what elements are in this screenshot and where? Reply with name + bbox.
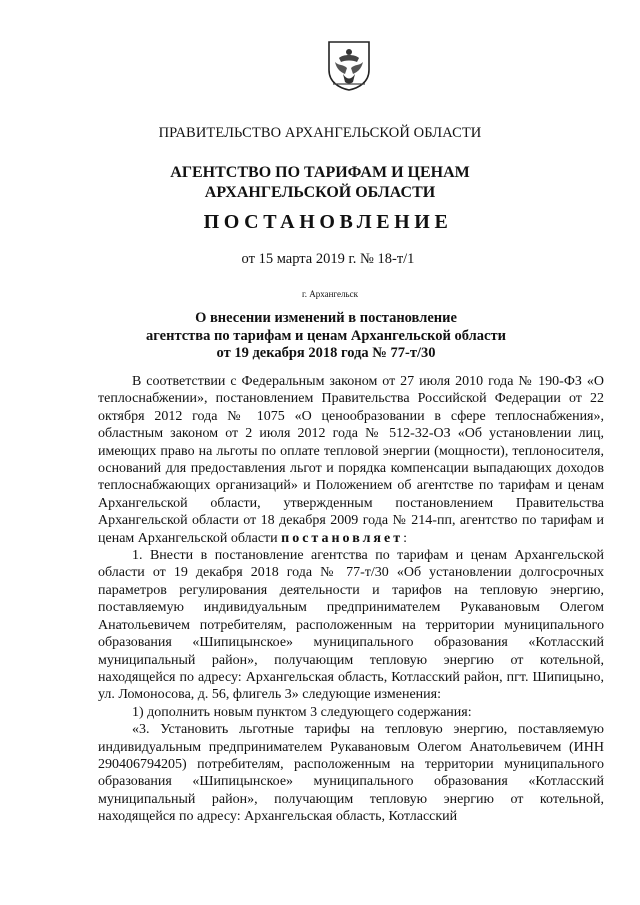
coat-of-arms-icon bbox=[327, 40, 371, 92]
resolves-word: постановляет bbox=[281, 530, 404, 546]
government-title: ПРАВИТЕЛЬСТВО АРХАНГЕЛЬСКОЙ ОБЛАСТИ bbox=[158, 125, 482, 141]
subject-line2: агентства по тарифам и ценам Архангельской области bbox=[146, 327, 506, 344]
agency-title-line1: АГЕНТСТВО ПО ТАРИФАМ И ЦЕНАМ bbox=[170, 164, 470, 181]
item-1-1-paragraph: 1) дополнить новым пунктом 3 следующего содержания: bbox=[132, 704, 472, 720]
agency-title-line2: АРХАНГЕЛЬСКОЙ ОБЛАСТИ bbox=[204, 184, 436, 201]
preamble-text: В соответствии с Федеральным законом от 27 июля 2010 года № 190-ФЗ «О теплоснабжении», постановлением Правительства Российской Федерации от 22 октября 2012 года № 1075 «О ценообразовании в сфере теплоснабжения», областным законом от 2 июля 2012 года № 512-32-ОЗ «Об установлении лиц, имеющих право на льготы по оплате тепловой энергии (мощности), теплоносителя, оснований для предоставления льгот и порядка компенсации выпадающих доходов теплоснабжающих организаций» и Положением об агентстве по тарифам и ценам Архангельской области, утвержденным постановлением Правительства Архангельской области от 18 декабря 2009 года № 214-пп, агентство по тарифам и ценам Архангельской области bbox=[98, 374, 604, 546]
subject-line3: от 19 декабря 2018 года № 77-т/30 bbox=[216, 345, 436, 361]
resolves-colon: : bbox=[403, 530, 407, 546]
document-type: ПОСТАНОВЛЕНИЕ bbox=[203, 211, 453, 233]
city: г. Архангельск bbox=[302, 289, 358, 299]
subject-line1: О внесении изменений в постановление bbox=[195, 310, 457, 326]
date-and-number: от 15 марта 2019 г. № 18-т/1 bbox=[241, 251, 415, 267]
document-body bbox=[98, 373, 604, 826]
item-1-1-text-paragraph: «3. Установить льготные тарифы на тепловую энергию, поставляемую индивидуальным предпринимателем Рукавановым Олегом Анатольевичем (ИНН 290406794205) потребителям, расположенным на территории муниципального образования «Шипицынское» муниципального образования «Котласский муниципальный район», получающим тепловую энергию от котельной, находящейся по адресу: Архангельская область, Котласский bbox=[98, 722, 604, 825]
item-1-paragraph: 1. Внести в постановление агентства по тарифам и ценам Архангельской области от 19 декабря 2018 года № 77-т/30 «Об установлении долгосрочных параметров регулирования деятельности и тарифов на тепловую энергию, поставляемую индивидуальным предпринимателем Рукавановым Олегом Анатольевичем потребителям, расположенным на территории муниципального образования «Шипицынское» муниципального образования «Котласский муниципальный район», получающим тепловую энергию от котельной, находящейся по адресу: Архангельская область, Котласский район, пгт. Шипицыно, ул. Ломоносова, д. 56, флигель 3» следующие изменения: bbox=[98, 548, 604, 703]
preamble-paragraph bbox=[98, 373, 604, 547]
document-subject bbox=[6, 310, 640, 363]
agency-title bbox=[0, 163, 640, 203]
